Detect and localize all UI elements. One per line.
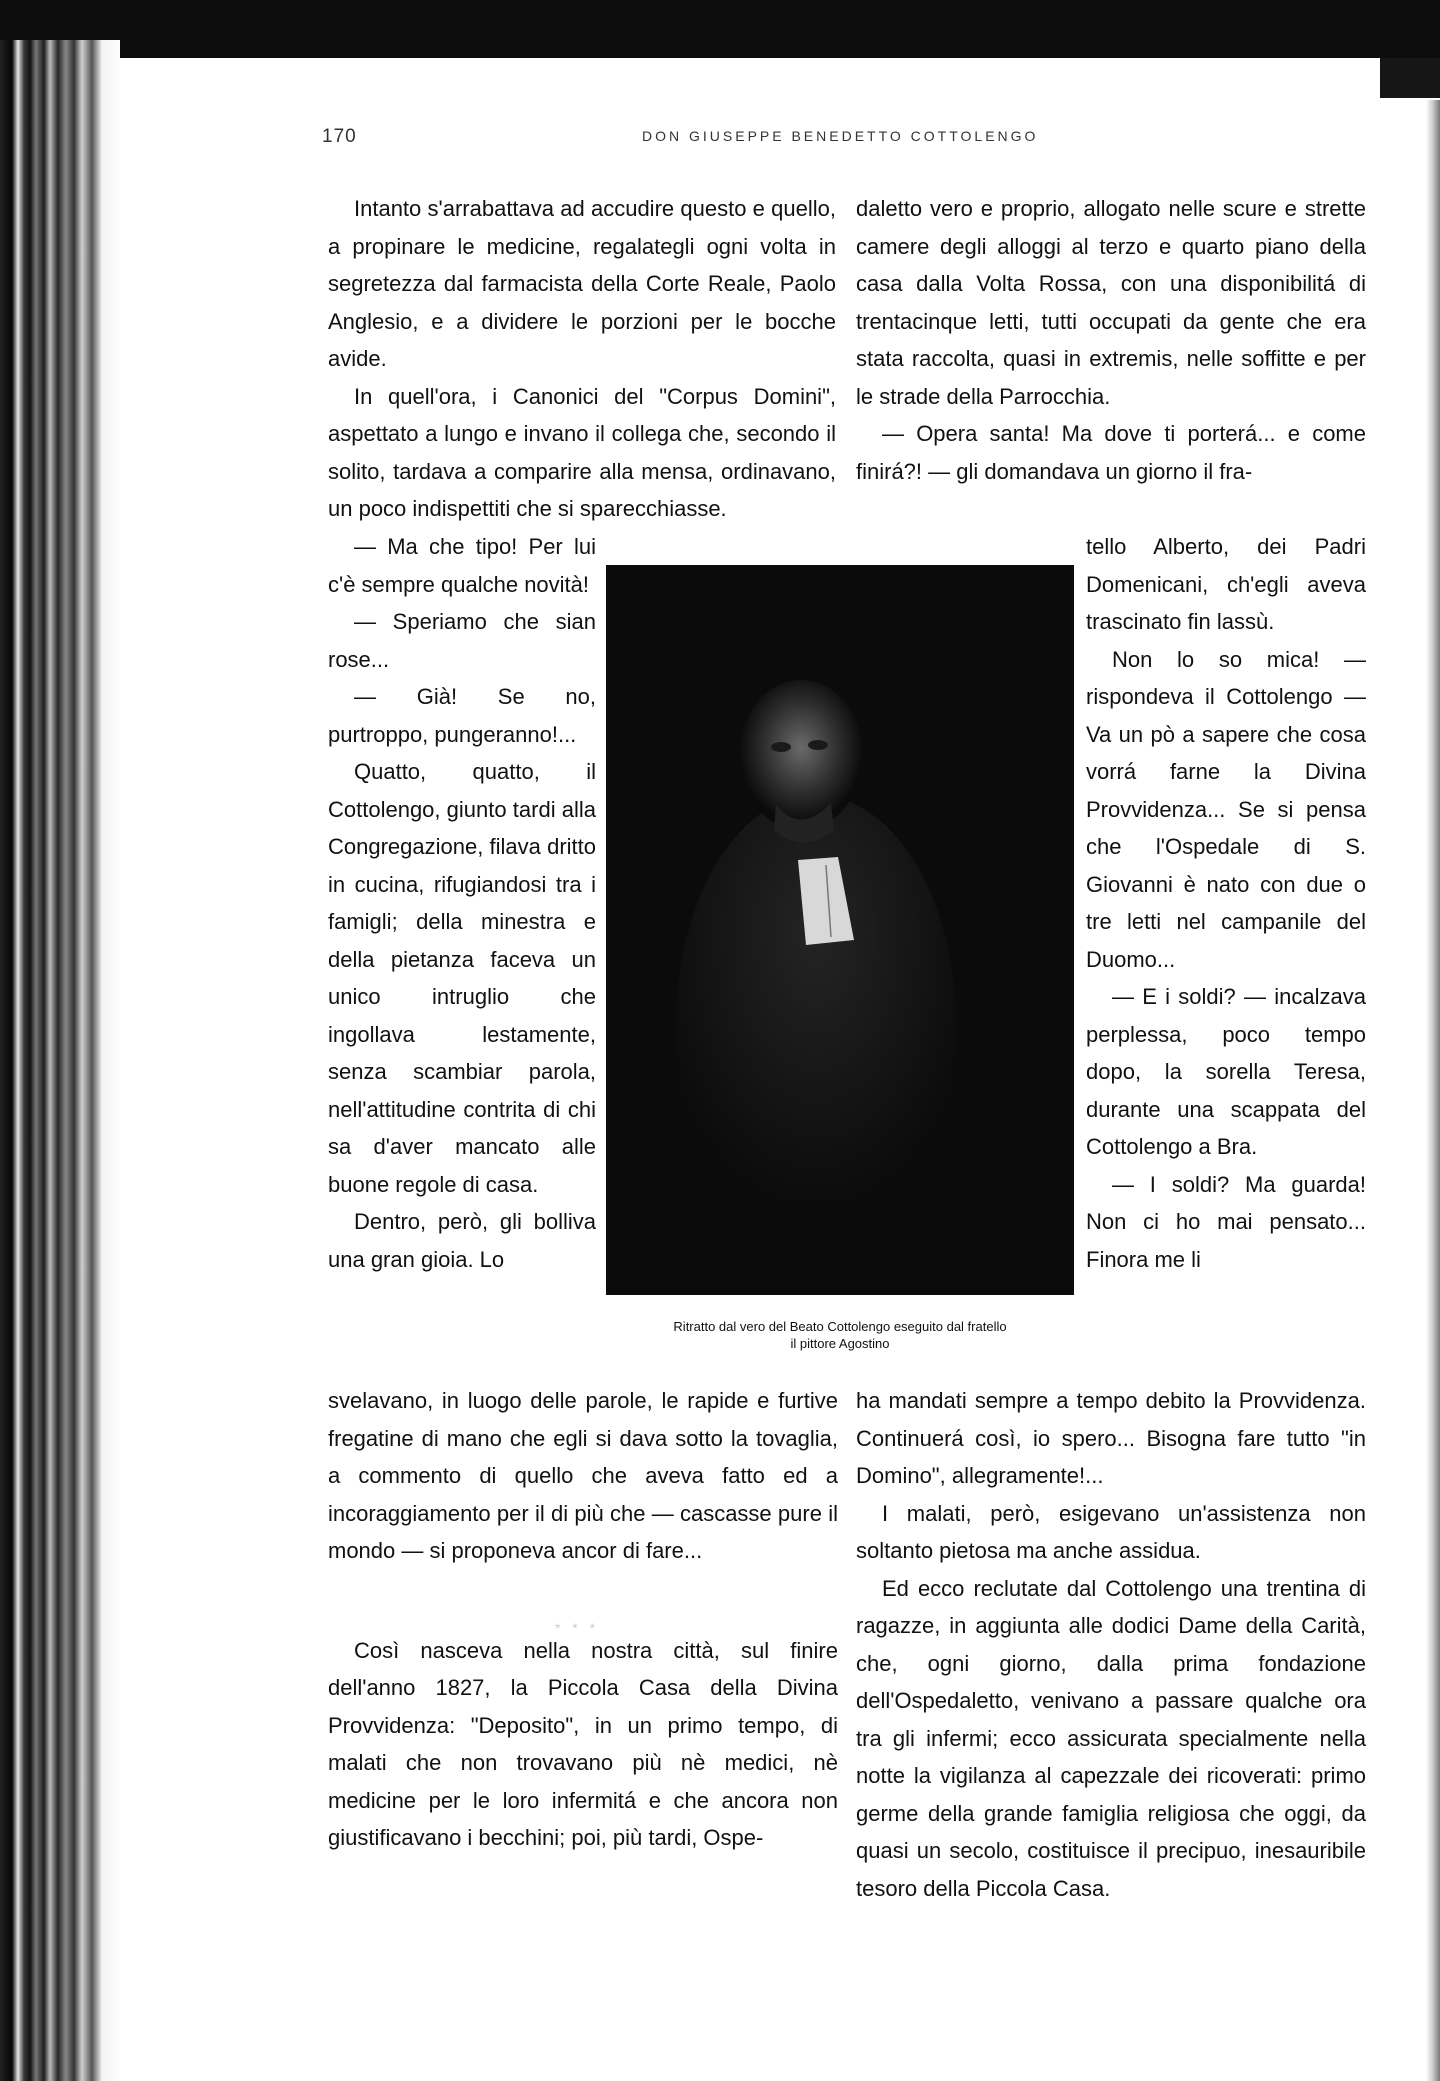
paragraph: tello Alberto, dei Padri Domenicani, ch'egli aveva trascinato fin lassù. <box>1086 534 1366 634</box>
scan-right-edge <box>1426 100 1440 2081</box>
running-title: DON GIUSEPPE BENEDETTO COTTOLENGO <box>642 128 1039 144</box>
page-number: 170 <box>322 126 357 147</box>
scan-top-border <box>0 0 1440 58</box>
right-column-top <box>856 190 1366 490</box>
portrait-figure-icon <box>606 565 1074 1295</box>
left-column-wrap <box>328 528 596 1278</box>
book-page <box>322 110 1367 2010</box>
right-column-wrap <box>1086 528 1366 1278</box>
paragraph: — E i soldi? — incalzava perplessa, poco tempo dopo, la sorella Teresa, durante una scappata del Cottolengo a Bra. <box>1086 984 1366 1159</box>
left-column-top <box>328 190 836 528</box>
paragraph: svelavano, in luogo delle parole, le rapide e furtive fregatine di mano che egli si dava sotto la tovaglia, a commento di quello che aveva fatto ed a incoraggiamento per il di più che — cascasse pure il mondo — si proponeva ancor di fare... <box>328 1388 838 1563</box>
portrait-photo <box>606 565 1074 1295</box>
paragraph: — Ma che tipo! Per lui c'è sempre qualche novità! <box>328 534 596 597</box>
paragraph: Ed ecco reclutate dal Cottolengo una trentina di ragazze, in aggiunta alle dodici Dame della Carità, che, ogni giorno, dalla prima fondazione dell'Ospedaletto, venivano a passare qualche ora tra gli infermi; ecco assicurata specialmente nella notte la vigilanza al capezzale dei ricoverati: primo germe della grande famiglia religiosa che oggi, da quasi un secolo, costituisce il precipuo, inesauribile tesoro della Piccola Casa. <box>856 1575 1366 1901</box>
paragraph: I malati, però, esigevano un'assistenza non soltanto pietosa ma anche assidua. <box>856 1500 1366 1563</box>
caption-line: Ritratto dal vero del Beato Cottolengo eseguito dal fratello <box>673 1319 1007 1334</box>
paragraph: Intanto s'arrabattava ad accudire questo e quello, a propinare le medicine, regalategli ogni volta in segretezza dal farmacista della Corte Reale, Paolo Anglesio, e a dividere le porzioni per le bocche avide. <box>328 196 836 371</box>
caption-line: il pittore Agostino <box>790 1336 890 1351</box>
book-spine-edge <box>0 40 120 2081</box>
paragraph: In quell'ora, i Canonici del "Corpus Domini", aspettato a lungo e invano il collega che, secondo il solito, tardava a comparire alla mensa, ordinavano, un poco indispettiti che si sparecchiasse. <box>328 383 836 521</box>
figure-caption <box>606 1318 1074 1352</box>
paragraph: — Opera santa! Ma dove ti porterá... e come finirá?! — gli domandava un giorno il fra- <box>856 421 1366 484</box>
scan-corner-shadow <box>1380 58 1440 98</box>
paragraph: — Già! Se no, purtroppo, pungeranno!... <box>328 684 596 747</box>
paragraph: Non lo so mica! — rispondeva il Cottolengo — Va un pò a sapere che cosa vorrá farne la Divina Provvidenza... Se si pensa che l'Ospedale di S. Giovanni è nato con due o tre letti nel campanile del Duomo... <box>1086 646 1366 972</box>
paragraph: — Speriamo che sian rose... <box>328 609 596 672</box>
paragraph: — I soldi? Ma guarda! Non ci ho mai pensato... Finora me li <box>1086 1171 1366 1272</box>
paragraph: Dentro, però, gli bolliva una gran gioia. Lo <box>328 1209 596 1272</box>
paragraph: daletto vero e proprio, allogato nelle scure e strette camere degli alloggi al terzo e quarto piano della casa dalla Volta Rossa, con una disponibilitá di trentacinque letti, tutti occupati da gente che era stata raccolta, quasi in extremis, nelle soffitte e per le strade della Parrocchia. <box>856 196 1366 409</box>
running-head <box>322 126 1367 150</box>
paragraph: ha mandati sempre a tempo debito la Provvidenza. Continuerá così, io spero... Bisogna fare tutto "in Domino", allegramente!... <box>856 1388 1366 1488</box>
section-separator: * * * <box>554 1620 600 1636</box>
paragraph: Quatto, quatto, il Cottolengo, giunto tardi alla Congregazione, filava dritto in cucina, rifugiandosi tra i famigli; della minestra e della pietanza faceva un unico intruglio che ingollava lestamente, senza scambiar parola, nell'attitudine contrita di chi sa d'aver mancato alle buone regole di casa. <box>328 759 596 1197</box>
paragraph: Così nasceva nella nostra città, sul finire dell'anno 1827, la Piccola Casa della Divina Provvidenza: "Deposito", in un primo tempo, di malati che non trovavano più nè medici, nè medicine per le loro infermitá e che ancora non giustificavano i becchini; poi, più tardi, Ospe- <box>328 1637 838 1850</box>
right-column-bottom <box>856 1382 1366 1907</box>
